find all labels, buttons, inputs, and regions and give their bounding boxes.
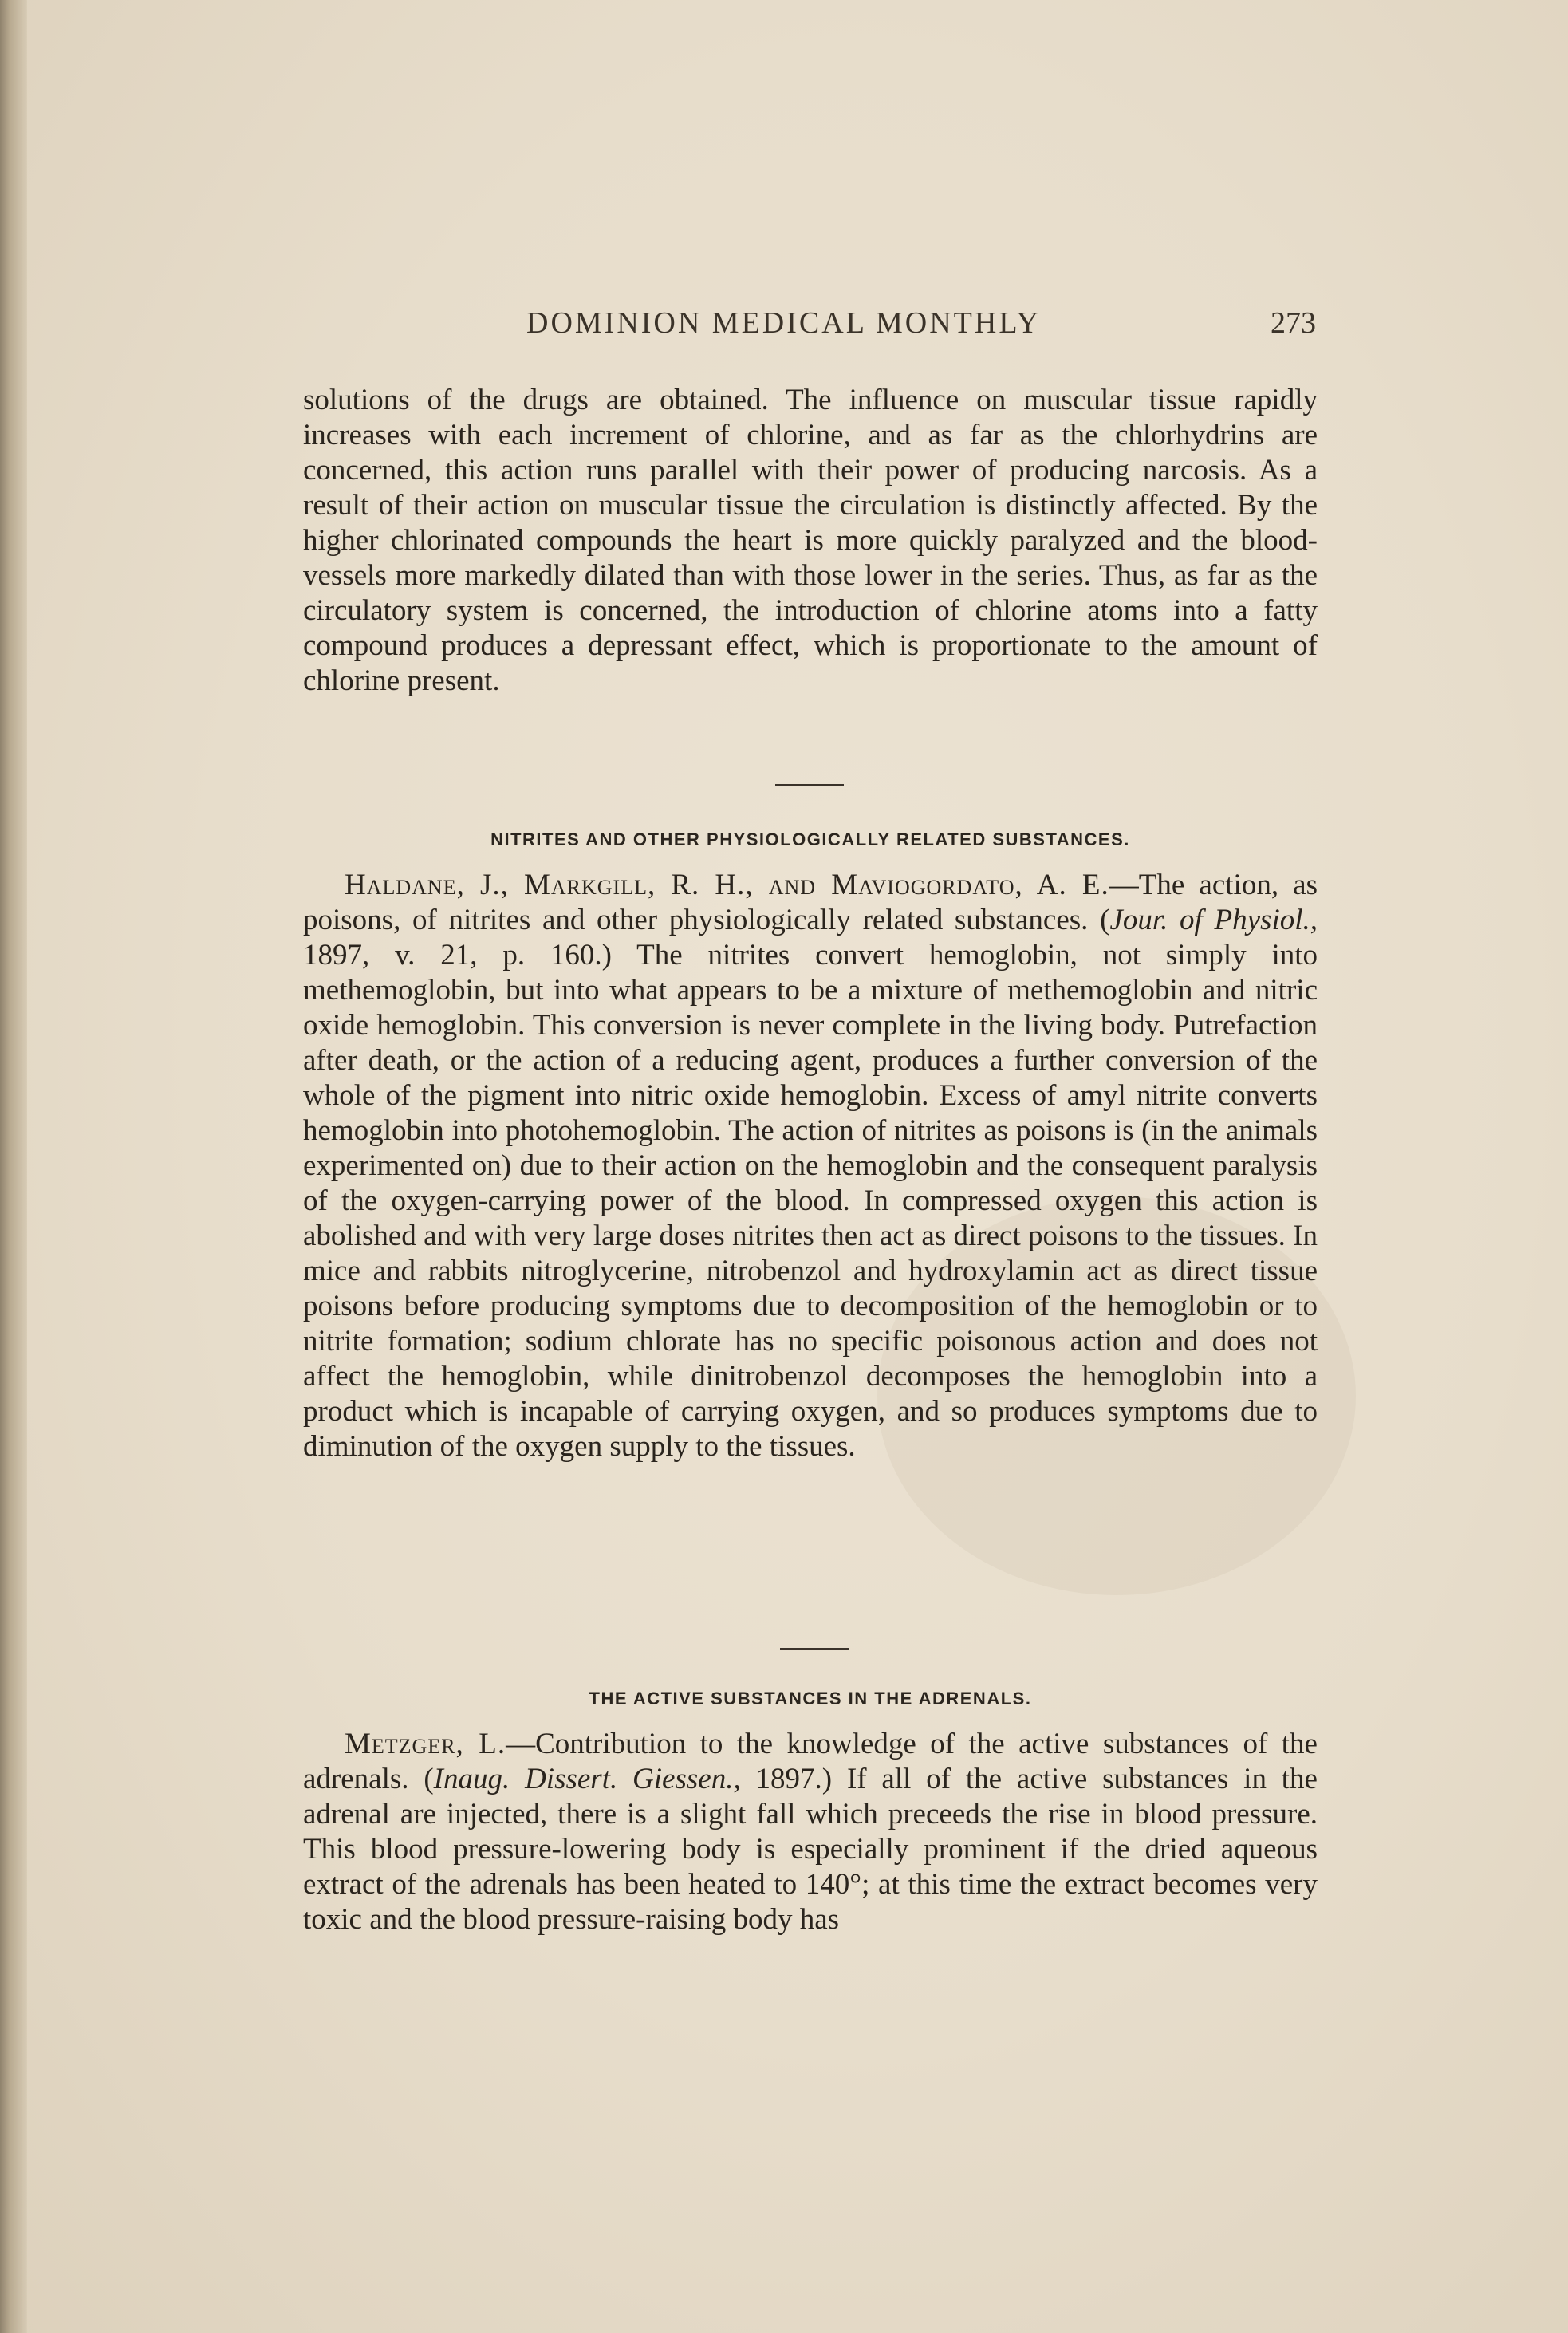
page-number: 273 (1271, 306, 1316, 340)
abstract-paragraph (303, 1727, 1318, 1937)
abstract-citation-detail: 1897.) (740, 1763, 833, 1795)
section-nitrites (303, 868, 1318, 1464)
abstract-authors: Haldane, J., Markgill, R. H., and Maviogordato, A. E. (345, 869, 1109, 901)
abstract-paragraph (303, 868, 1318, 1464)
abstract-authors: Metzger, L. (345, 1728, 506, 1760)
running-head: DOMINION MEDICAL MONTHLY (526, 306, 1042, 340)
abstract-lead: —Contribution to the knowledge of the active substances of the adrenals. ( (303, 1728, 1318, 1795)
section-divider (775, 784, 844, 786)
abstract-lead: —The action, as poisons, of nitrites and other physiologically related substances. ( (303, 869, 1318, 936)
abstract-body: The nitrites convert hemoglobin, not simply into methemoglobin, but into what appears to be a mixture of methemoglobin and nitric oxide hemoglobin. This conversion is never complete in the living body. Putrefaction after death, or the action of a reducing agent, produces a further conversion of the whole of the pigment into nitric oxide hemoglobin. Excess of amyl nitrite converts hemoglobin into photohemoglobin. The action of nitrites as poisons is (in the animals experimented on) due to their action on the hemoglobin and the consequent paralysis of the oxygen-carrying power of the blood. In compressed oxygen this action is abolished and with very large doses nitrites then act as direct poisons to the tissues. In mice and rabbits nitroglycerine, nitrobenzol and hydroxylamin act as direct tissue poisons before producing symptoms due to decomposition of the hemoglobin or to nitrite formation; sodium chlorate has no specific poisonous action and does not affect the hemoglobin, while dinitrobenzol decomposes the hemoglobin into a product which is incapable of carrying oxygen, and so produces symptoms due to diminution of the oxygen supply to the tissues. (303, 939, 1318, 1463)
section-adrenals (303, 1727, 1318, 1937)
abstract-citation: Jour. of Physiol., (1109, 904, 1318, 936)
section-heading-adrenals: THE ACTIVE SUBSTANCES IN THE ADRENALS. (589, 1689, 1032, 1708)
intro-paragraph: solutions of the drugs are obtained. The influence on muscular tissue rapidly increases with each increment of chlorine, and as far as the chlorhydrins are concerned, this action runs parallel with their power of producing narcosis. As a result of their action on muscular tissue the circulation is distinctly affected. By the higher chlorinated compounds the heart is more quickly paralyzed and the blood-vessels more markedly dilated than with those lower in the series. Thus, as far as the circulatory system is concerned, the introduction of chlorine atoms into a fatty compound produces a depressant effect, which is proportionate to the amount of chlorine present. (303, 384, 1318, 697)
page-header (303, 305, 1316, 353)
abstract-body: If all of the active substances in the adrenal are injected, there is a slight fall which preceeds the rise in blood pressure. This blood pressure-lowering body is especially prominent if the dried aqueous extract of the adrenals has been heated to 140°; at this time the extract becomes very toxic and the blood pressure-raising body has (303, 1763, 1318, 1936)
page-edge (0, 0, 27, 2333)
abstract-citation-detail: 1897, v. 21, p. 160.) (303, 939, 613, 971)
section-divider (780, 1648, 849, 1650)
abstract-citation: Inaug. Dissert. Giessen., (433, 1763, 741, 1795)
section-heading-nitrites: NITRITES AND OTHER PHYSIOLOGICALLY RELATED SUBSTANCES. (490, 830, 1130, 849)
intro-paragraph-block (303, 383, 1318, 699)
